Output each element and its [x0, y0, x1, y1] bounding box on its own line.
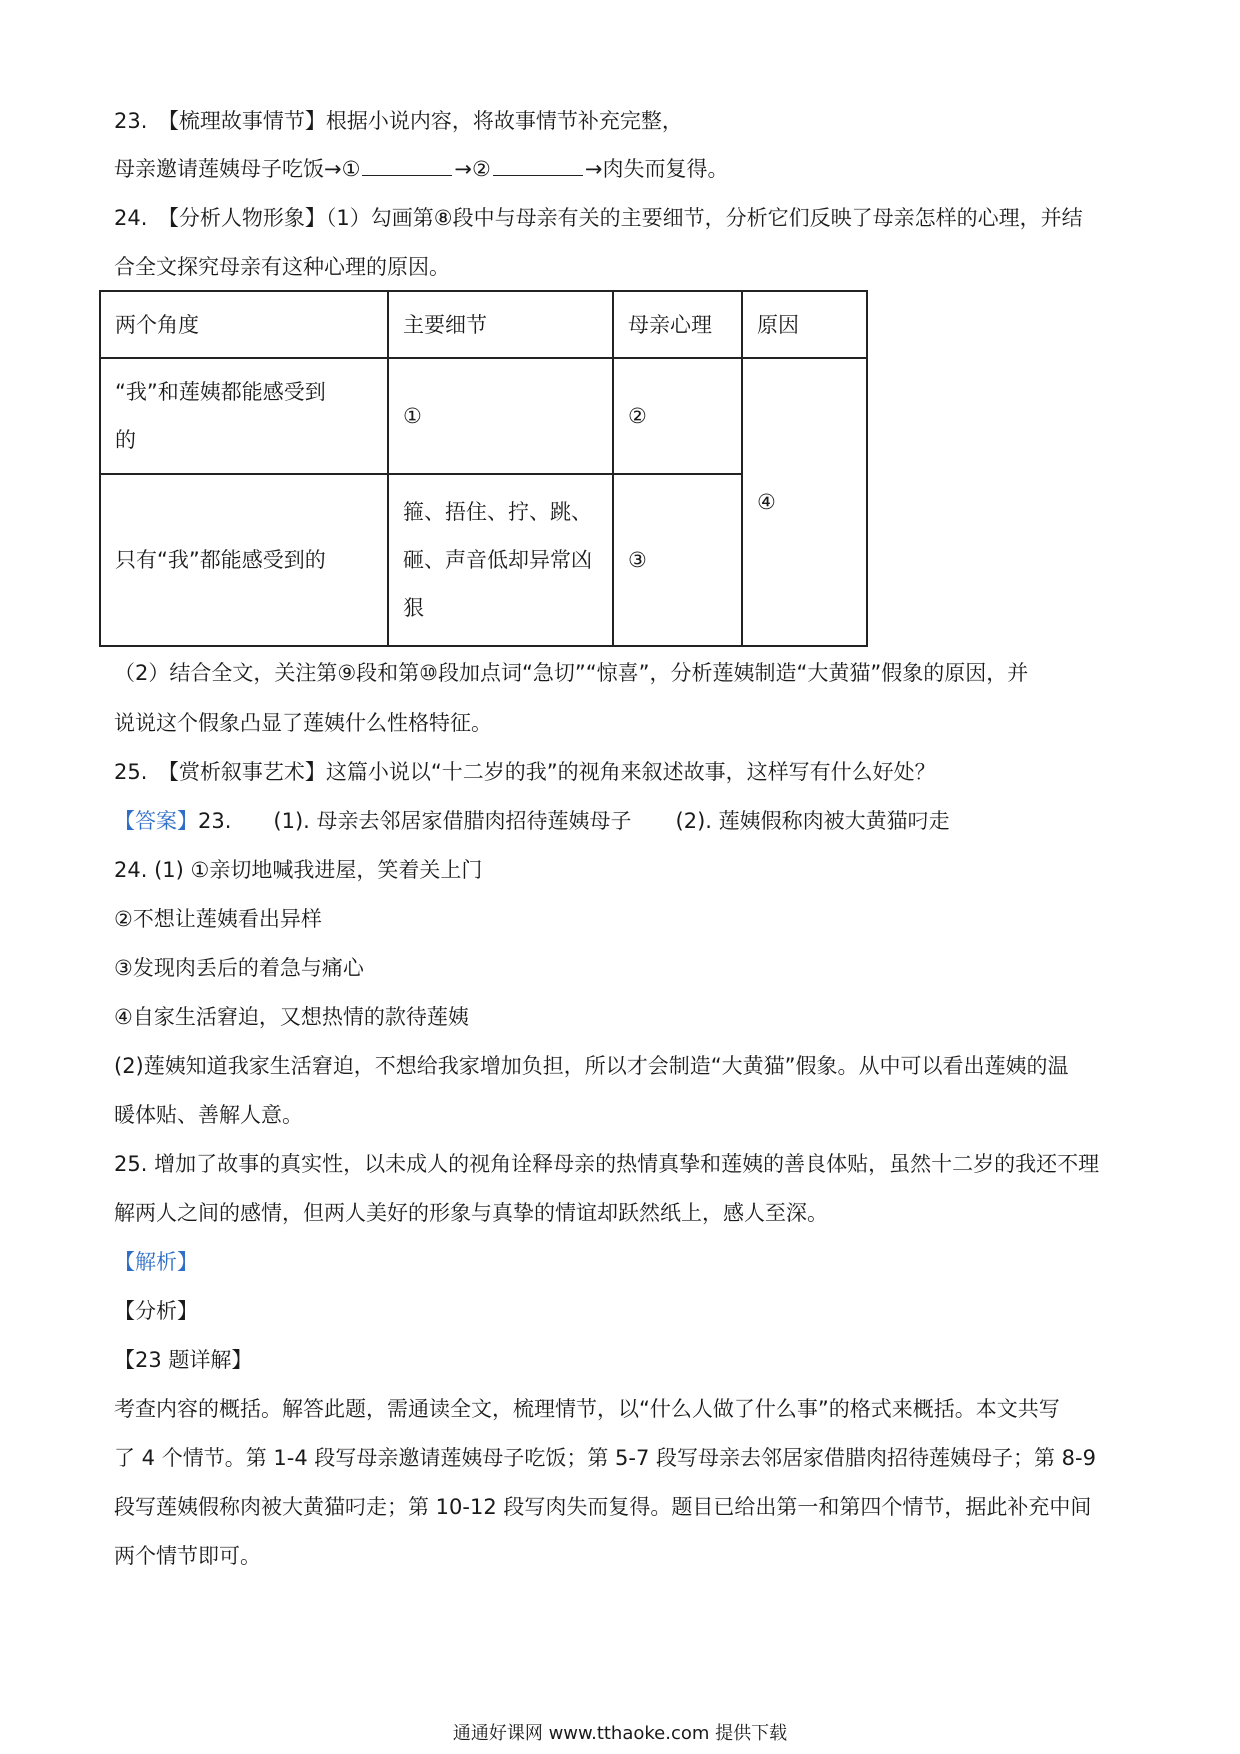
answer-24-4: ④自家生活窘迫，又想热情的款待莲姨: [114, 1005, 469, 1029]
reason-cell: ④: [742, 358, 867, 646]
answer-23-2: (2). 莲姨假称肉被大黄猫叼走: [675, 809, 950, 833]
header-cell: 原因: [742, 291, 867, 358]
q23-title: 23. 【梳理故事情节】根据小说内容，将故事情节补充完整，: [114, 109, 683, 133]
table-row: [100, 358, 867, 474]
answer-num: 23.: [198, 809, 232, 833]
header-cell: 主要细节: [388, 291, 613, 358]
q24-part2-line2: 说说这个假象凸显了莲姨什么性格特征。: [114, 711, 492, 735]
answer-25a: 25. 增加了故事的真实性，以未成人的视角诠释母亲的热情真挚和莲姨的善良体贴，虽然十二岁的我还不理: [114, 1152, 1100, 1176]
angle-text-a: “我”和莲姨都能感受到: [115, 380, 326, 404]
detail-text-c: 狠: [403, 596, 424, 620]
detail-text-b: 砸、声音低却异常凶: [403, 548, 592, 572]
angle-text-b: 的: [115, 428, 136, 452]
analysis-label: 【解析】: [114, 1250, 198, 1274]
answer-24-2: ②不想让莲姨看出异样: [114, 907, 322, 931]
psych-cell: ③: [613, 474, 742, 646]
detail-title: 【23 题详解】: [114, 1348, 253, 1372]
answer-25b: 解两人之间的感情，但两人美好的形象与真挚的情谊却跃然纸上，感人至深。: [114, 1201, 828, 1225]
answer-label: 【答案】: [114, 809, 198, 833]
q25-question: 25. 【赏析叙事艺术】这篇小说以“十二岁的我”的视角来叙述故事，这样写有什么好处？: [114, 760, 936, 784]
analysis-p1: 考查内容的概括。解答此题，需通读全文，梳理情节，以“什么人做了什么事”的格式来概括。本文共写: [114, 1397, 1060, 1421]
analysis-p2: 了 4 个情节。第 1-4 段写母亲邀请莲姨母子吃饭；第 5-7 段写母亲去邻居家借腊肉招待莲姨母子；第 8-9: [114, 1446, 1096, 1470]
blank-2: [493, 155, 583, 176]
answer-24-5b: 暖体贴、善解人意。: [114, 1103, 303, 1127]
q24-line2: 合全文探究母亲有这种心理的原因。: [114, 255, 450, 279]
angle-cell: [100, 358, 388, 474]
analysis-p3: 段写莲姨假称肉被大黄猫叼走；第 10-12 段写肉失而复得。题目已给出第一和第四个情节，据此补充中间: [114, 1495, 1092, 1519]
footer-watermark: 通通好课网 www.tthaoke.com 提供下载: [452, 1723, 788, 1744]
detail-text-a: 箍、捂住、拧、跳、: [403, 500, 592, 524]
analysis-p4: 两个情节即可。: [114, 1544, 261, 1568]
flow-end: →肉失而复得。: [584, 157, 729, 181]
table-header-row: [100, 291, 867, 358]
answer-24-5a: (2)莲姨知道我家生活窘迫，不想给我家增加负担，所以才会制造“大黄猫”假象。从中可以看出莲姨的温: [114, 1054, 1069, 1078]
header-cell: 两个角度: [100, 291, 388, 358]
psych-cell: ②: [613, 358, 742, 474]
answer-23-1: (1). 母亲去邻居家借腊肉招待莲姨母子: [273, 809, 632, 833]
angle-cell: 只有“我”都能感受到的: [100, 474, 388, 646]
header-cell: 母亲心理: [613, 291, 742, 358]
q24-part2-line1: （2）结合全文，关注第⑨段和第⑩段加点词“急切”“惊喜”，分析莲姨制造“大黄猫”假象的原因，并: [114, 661, 1029, 685]
answer-23: [114, 806, 1134, 836]
answer-24-3: ③发现肉丢后的着急与痛心: [114, 956, 364, 980]
q24-line1: 24. 【分析人物形象】（1）勾画第⑧段中与母亲有关的主要细节，分析它们反映了母亲怎样的心理，并结: [114, 206, 1083, 230]
blank-1: [362, 155, 452, 176]
q23-flow: [114, 154, 1134, 184]
flow-start: 母亲邀请莲姨母子吃饭→①: [114, 157, 361, 181]
answer-24-1: 24. (1) ①亲切地喊我进屋，笑着关上门: [114, 858, 483, 882]
detail-cell: ①: [388, 358, 613, 474]
analysis-sub: 【分析】: [114, 1299, 198, 1323]
analysis-table: [99, 290, 868, 647]
detail-cell: [388, 474, 613, 646]
flow-arrow2: →②: [454, 157, 491, 181]
